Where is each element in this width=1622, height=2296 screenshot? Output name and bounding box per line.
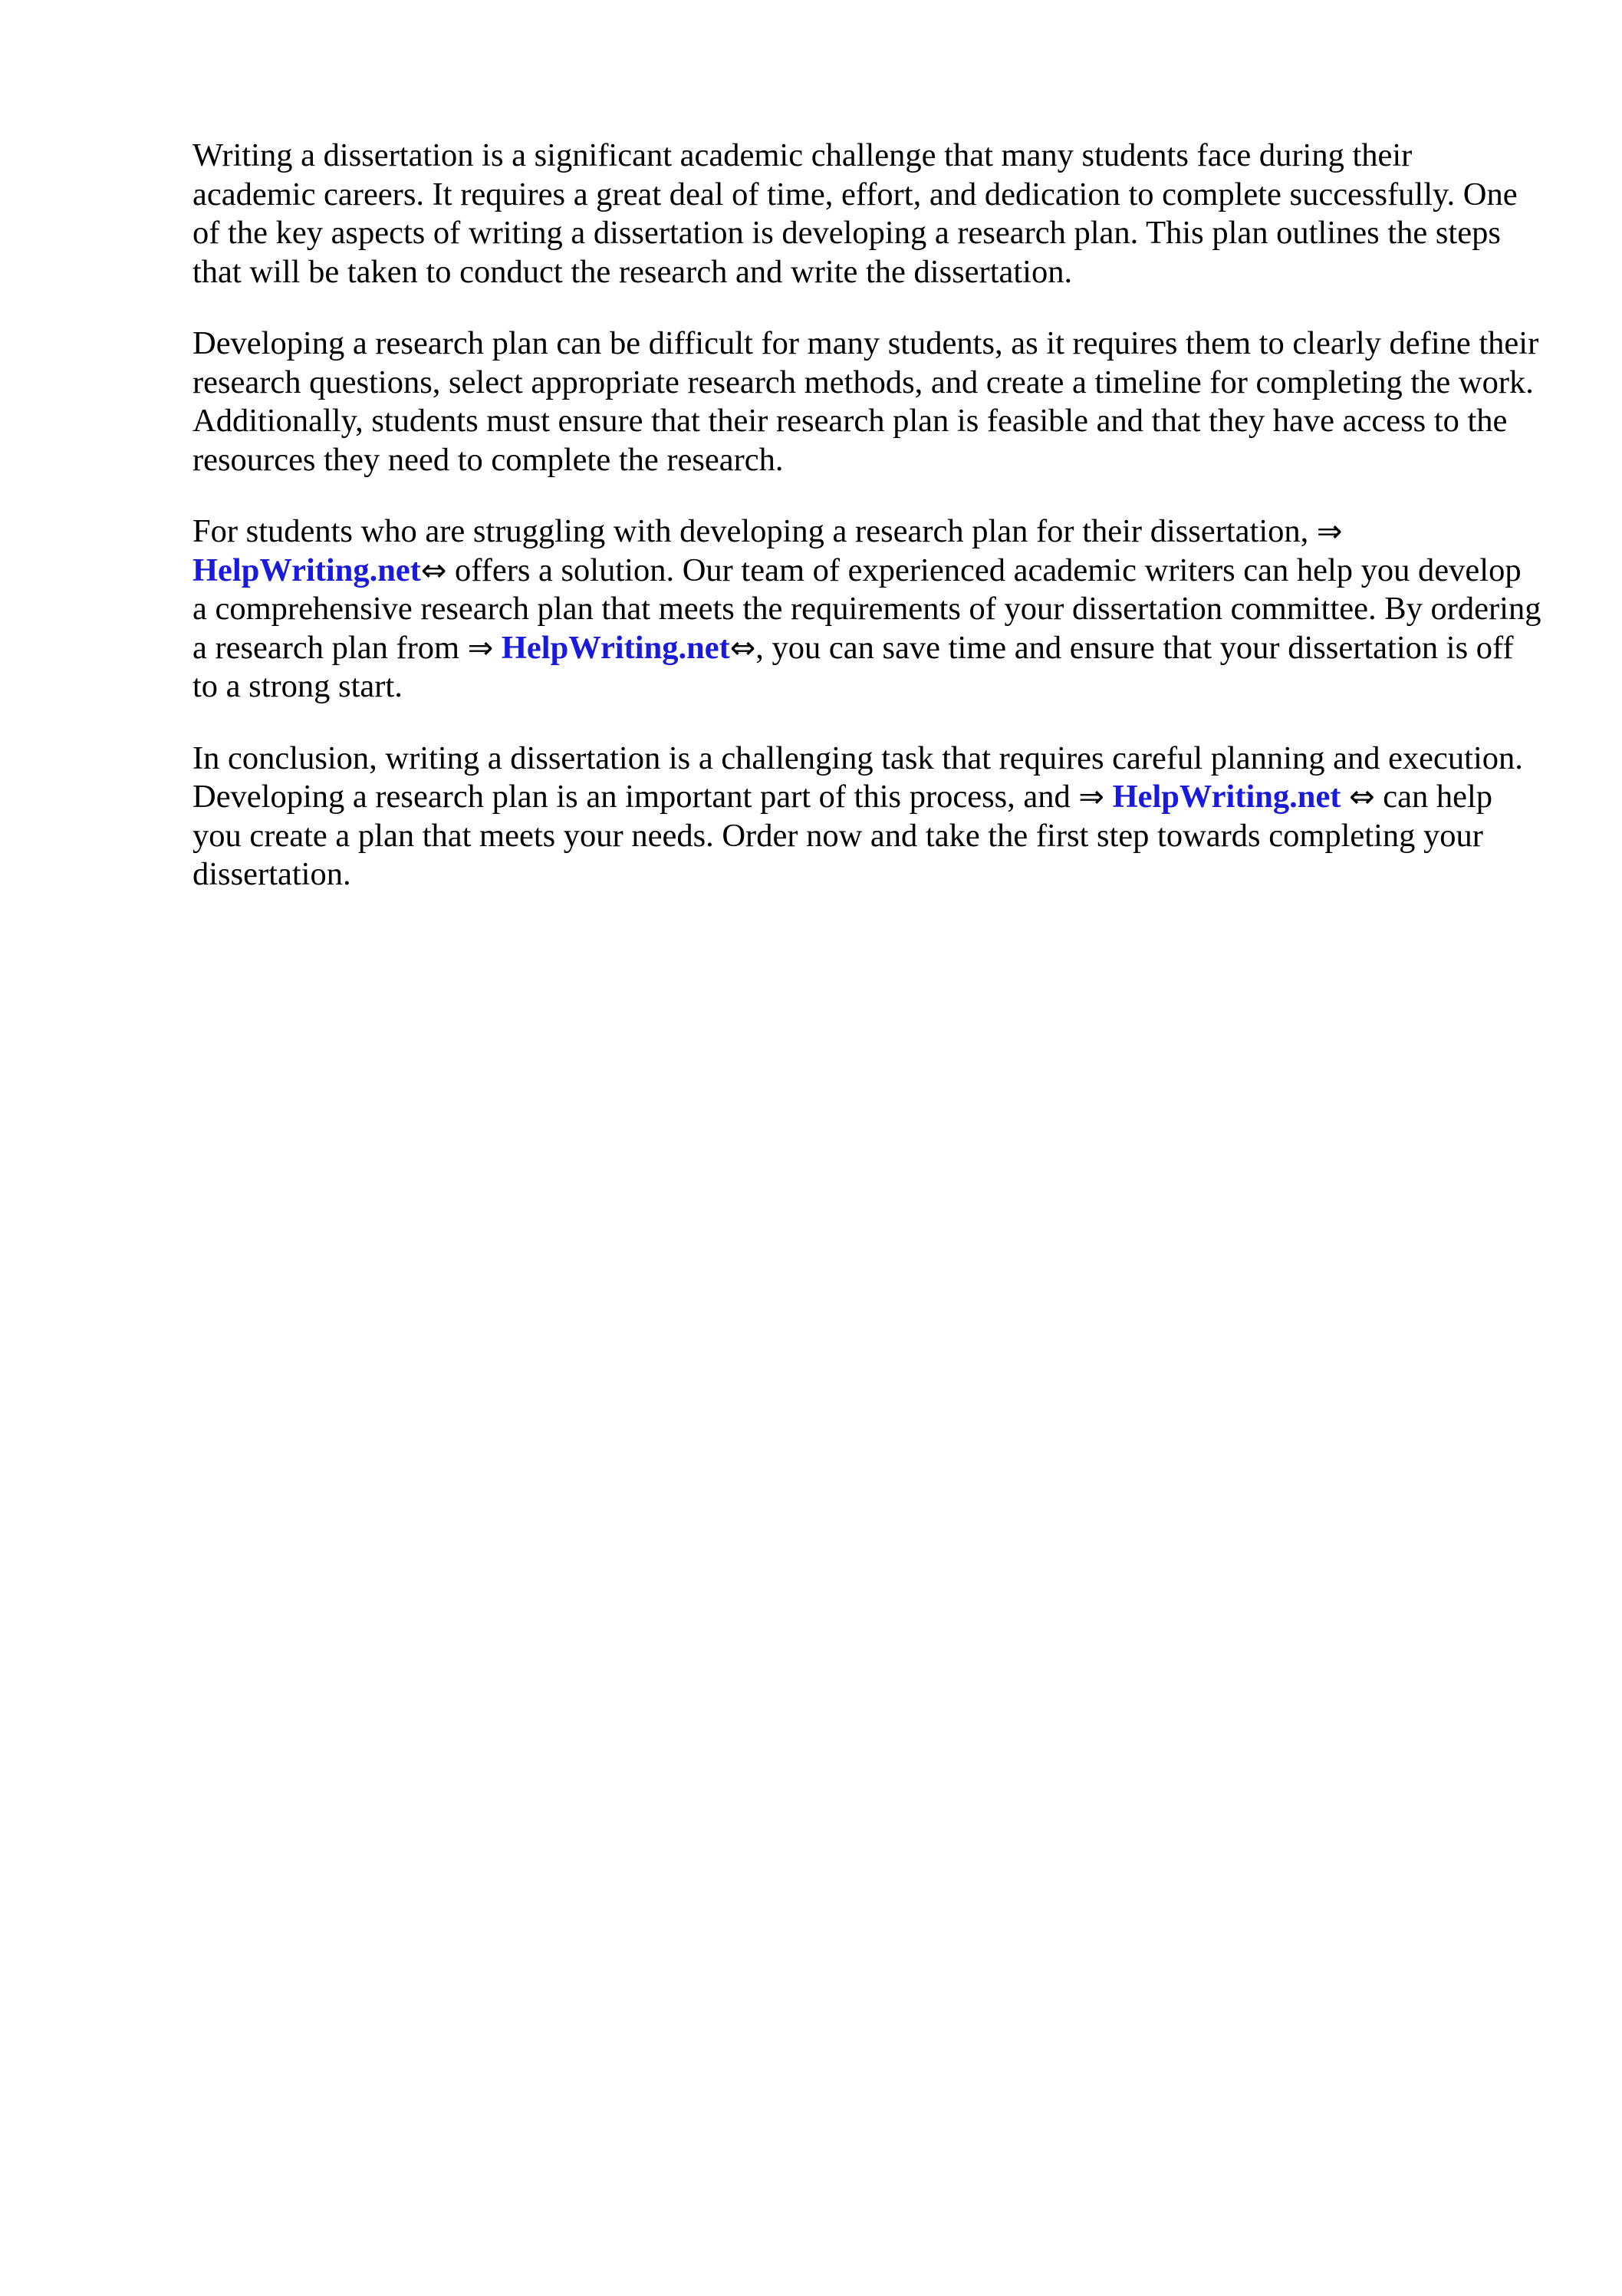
paragraph-1: Writing a dissertation is a significant academic challenge that many students face during their academic careers. It requires a great deal of time, effort, and dedication to complete successfully. One of the key aspects of writing a dissertation is developing a research plan. This plan outlines the steps that will be taken to conduct the research and write the dissertation.: [192, 137, 1518, 290]
double-arrow-icon: ⇔: [729, 630, 756, 666]
right-arrow-icon: ⇒: [467, 630, 494, 666]
paragraph-3-end: , you can save time and ensure that your dissertation is off to a strong start.: [192, 629, 1514, 704]
right-arrow-icon: ⇒: [1078, 779, 1104, 815]
paragraph-3-intro: For students who are struggling with developing a research plan for their dissertation,: [192, 513, 1309, 549]
paragraph-4: [192, 740, 1542, 894]
helpwriting-link[interactable]: HelpWriting.net: [192, 552, 421, 588]
right-arrow-icon: ⇒: [1316, 514, 1343, 549]
paragraph-2: Developing a research plan can be difficult for many students, as it requires them to clearly define their research questions, select appropriate research methods, and create a timeline for completing the work. Additionally, students must ensure that their research plan is feasible and that they have access to the resources they need to complete the research.: [192, 325, 1539, 478]
paragraph-4-end: can help you create a plan that meets your needs. Order now and take the first step towards completing your dissertation.: [192, 779, 1493, 892]
paragraph-4-intro: In conclusion, writing a dissertation is a challenging task that requires careful planning and execution. Developing a research plan is an important part of this process, and: [192, 740, 1523, 815]
document-body: [192, 137, 1542, 927]
helpwriting-link[interactable]: HelpWriting.net: [1112, 779, 1341, 815]
double-arrow-icon: ⇔: [1349, 779, 1375, 815]
helpwriting-link[interactable]: HelpWriting.net: [501, 629, 730, 666]
paragraph-3: [192, 512, 1542, 707]
double-arrow-icon: ⇔: [420, 552, 447, 588]
paragraph-3-middle: offers a solution. Our team of experienced academic writers can help you develop a comprehensive research plan that meets the requirements of your dissertation committee. By ordering a research plan from: [192, 552, 1541, 666]
